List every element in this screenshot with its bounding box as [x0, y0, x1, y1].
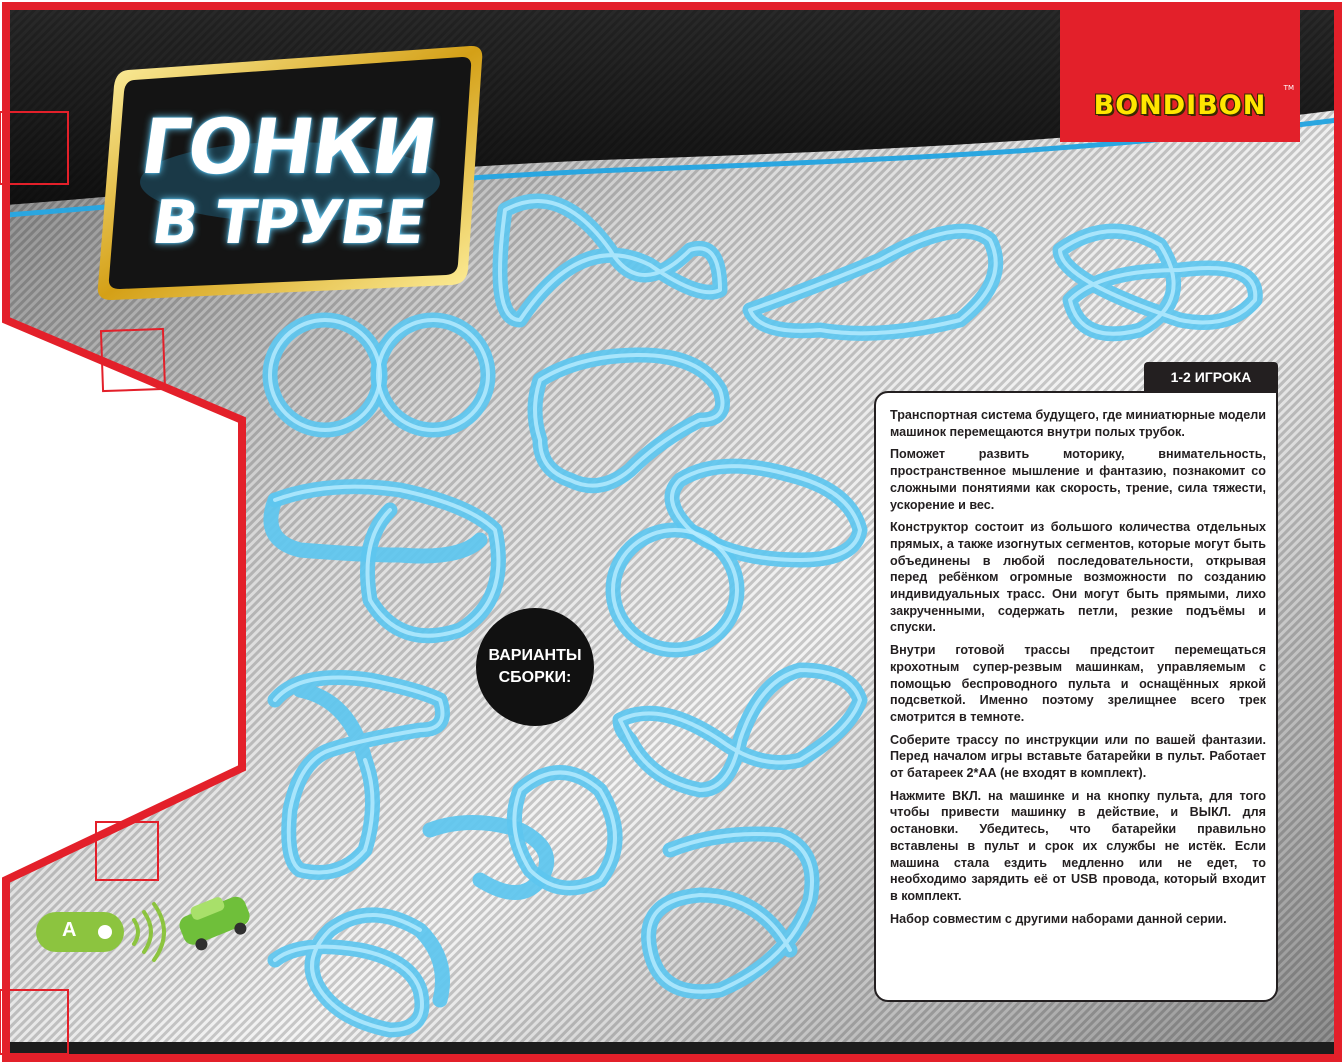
description-paragraph: Соберите трассу по инструкции или по вашей фантазии. Перед началом игры вставьте батарейки в пульт. Работает от батареек 2*АА (не входят в комплект). [890, 732, 1266, 781]
trademark-mark: TM [1283, 84, 1294, 92]
description-paragraph: Поможет развить моторику, внимательность, пространственное мышление и фантазию, познакомит со сложными понятиями как скорость, трение, сила тяжести, ускорение и вес. [890, 447, 1266, 512]
title-line-2: В ТРУБЕ [147, 188, 429, 258]
remote-indicator-dot [98, 925, 112, 939]
brand-name: BONDIBON [1093, 90, 1267, 121]
description-paragraph: Внутри готовой трассы предстоит перемещаться крохотным супер-резвым машинкам, управляемым с помощью беспроводного пульта и оснащённых яркой подсветкой. Именно поэтому зрелищнее всего трек смотрится в темноте. [890, 643, 1266, 724]
description-box [874, 391, 1278, 1002]
description-paragraph: Транспортная система будущего, где миниатюрные модели машинок перемещаются внутри полых трубок. [890, 408, 1266, 439]
players-badge: 1-2 ИГРОКА [1144, 362, 1278, 392]
variants-badge [476, 608, 594, 726]
title-block [96, 44, 480, 292]
remote-button-letter: A [62, 919, 77, 941]
variants-label: ВАРИАНТЫ СБОРКИ: [488, 647, 582, 686]
description-paragraph: Нажмите ВКЛ. на машинке и на кнопку пульта, для того чтобы привести машинку в действие, и ВЫКЛ. для остановки. Убедитесь, что батарейки правильно вставлены в пульт и срок их службы не истёк. Если машина стала ездить медленно или не едет, то необходимо зарядить её от USB провода, который входит в комплект. [890, 788, 1266, 903]
title-line-1: ГОНКИ [135, 102, 441, 191]
description-paragraph: Конструктор состоит из большого количества отдельных прямых, а также изогнутых сегментов, которые могут быть объединены в любой последовательности, открывая перед ребёнком огромные возможности по созданию индивидуальных трасс. Они могут быть прямыми, лихо закрученными, содержать петли, резкие подъёмы и спуски. [890, 520, 1266, 635]
remote-button-icon [36, 912, 124, 952]
brand-logo [1060, 8, 1300, 142]
description-paragraph: Набор совместим с другими наборами данной серии. [890, 911, 1227, 926]
